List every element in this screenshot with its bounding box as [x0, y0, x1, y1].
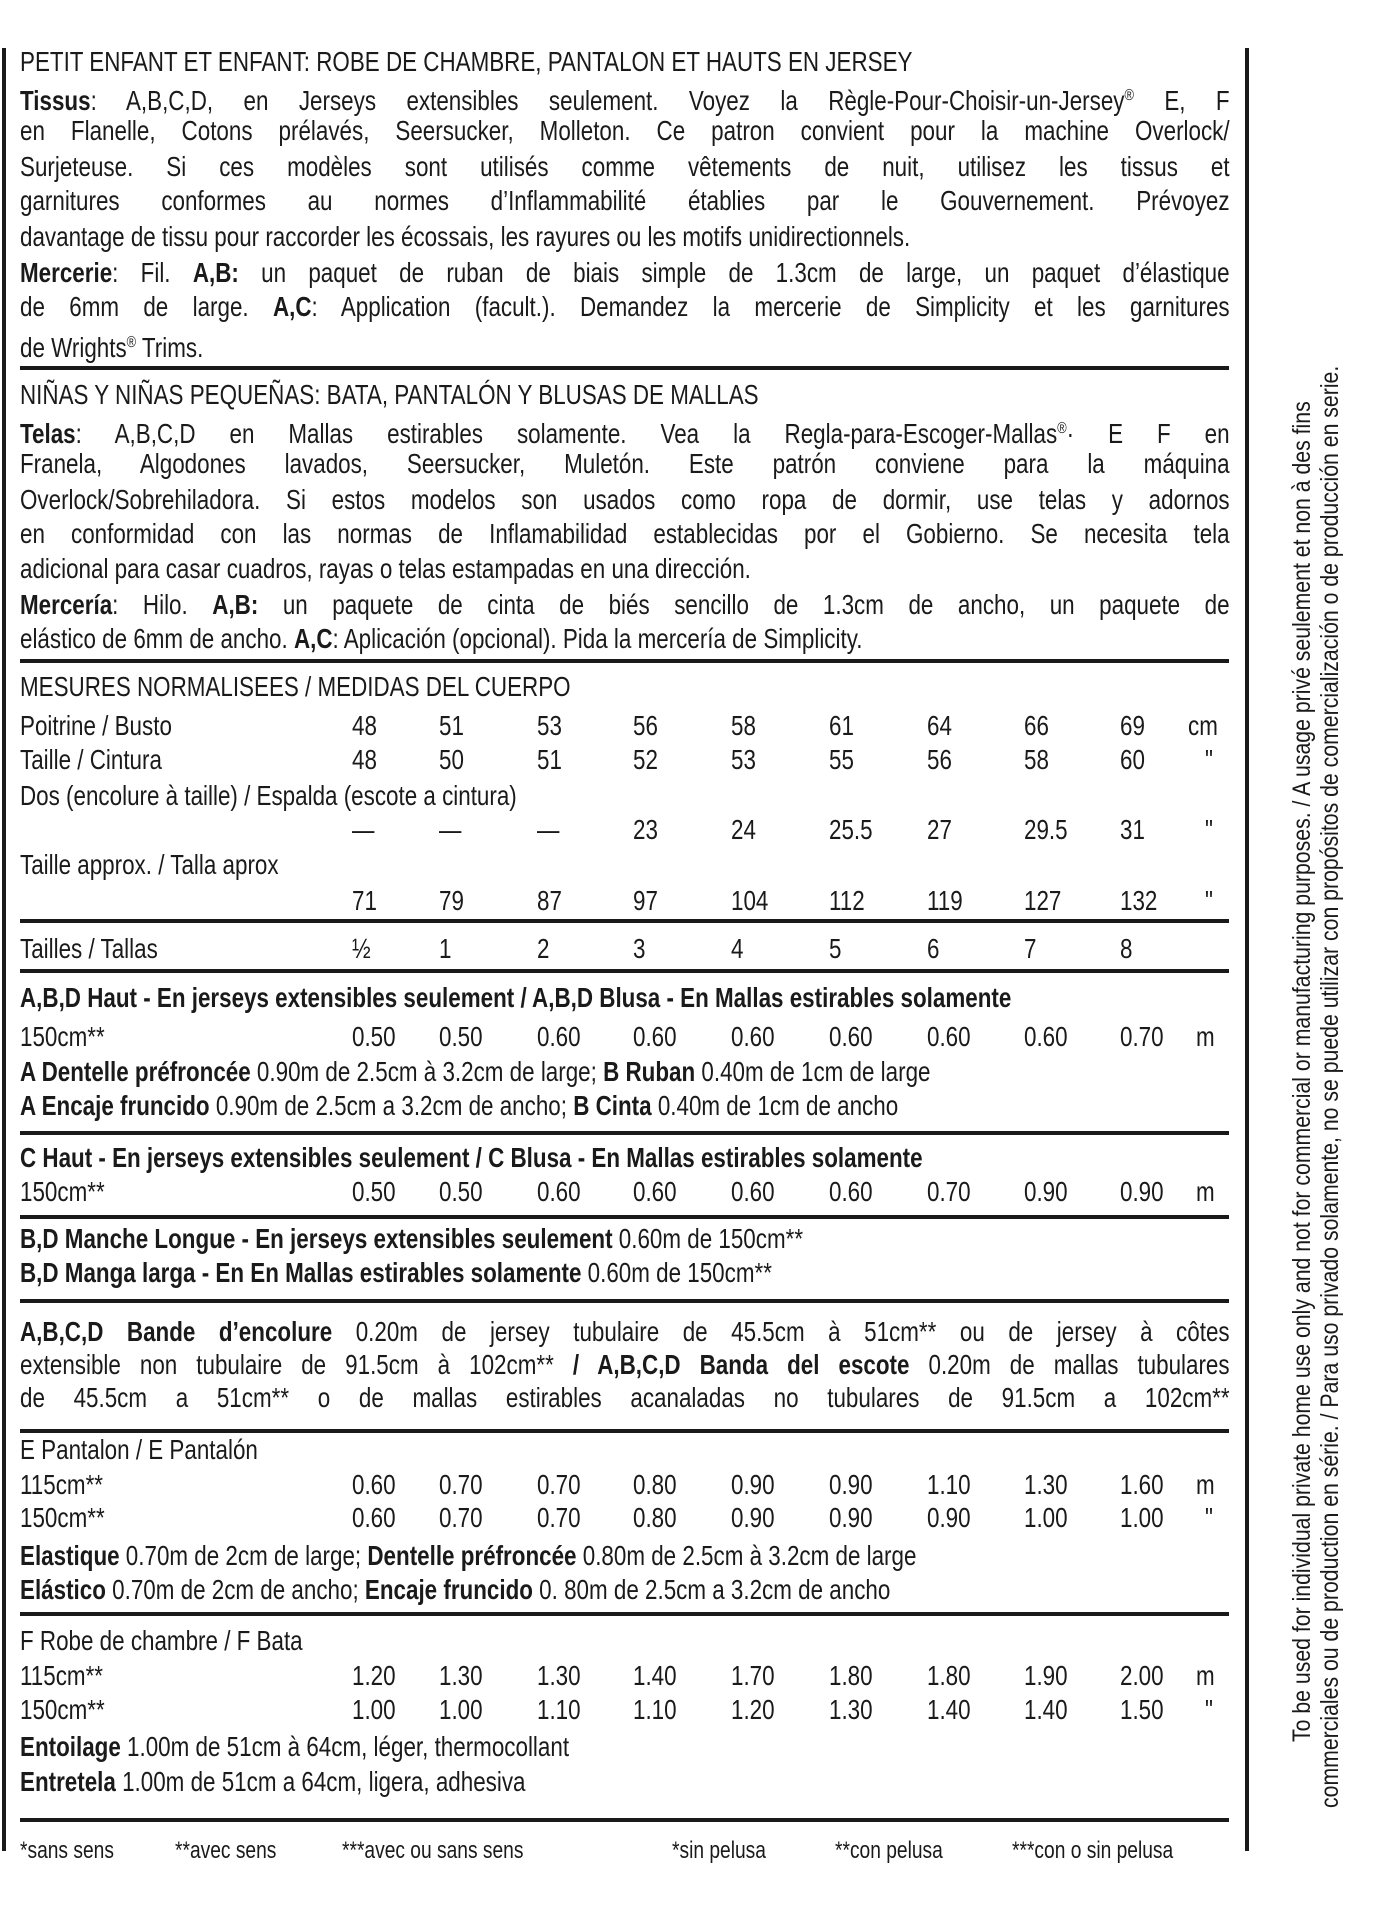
bold-label: A,C	[272, 291, 312, 322]
value-cell: 0.70	[927, 1176, 971, 1207]
value-cell: 0.60	[537, 1176, 581, 1207]
fabric-line	[20, 150, 1230, 184]
value-cell: 79	[439, 885, 464, 916]
value-cell: 1.10	[927, 1469, 971, 1500]
row-label: 150cm**	[20, 1502, 105, 1533]
fabric-line	[20, 412, 1230, 451]
unit-label: m	[1196, 1469, 1215, 1500]
bold-label: A Encaje fruncido	[20, 1090, 210, 1121]
fabric-line	[20, 517, 1230, 551]
view-title: C Haut - En jerseys extensibles seulement / C Blusa - En Mallas estirables solamente	[20, 1142, 923, 1173]
unit-label: cm	[1188, 710, 1218, 741]
section-title-fr: PETIT ENFANT ET ENFANT: ROBE DE CHAMBRE, PANTALON ET HAUTS EN JERSEY	[20, 46, 913, 77]
bold-label: Elastique	[20, 1540, 120, 1571]
view-title: F Robe de chambre / F Bata	[20, 1625, 303, 1656]
text-segment: E, F	[1133, 85, 1230, 116]
value-cell: 51	[439, 710, 464, 741]
note-line	[20, 1315, 1230, 1349]
bold-label: / A,B,C,D Banda del escote	[572, 1349, 910, 1380]
value-cell: 1.70	[731, 1660, 775, 1691]
fabric-line	[20, 79, 1230, 118]
value-cell: —	[439, 814, 462, 845]
value-cell: 25.5	[829, 814, 873, 845]
fabric-line	[20, 483, 1230, 517]
notions-line	[20, 290, 1230, 324]
value-cell: 56	[633, 710, 658, 741]
notions-line	[20, 588, 1230, 622]
registered-mark: ®	[126, 334, 137, 351]
value-cell: 1.00	[352, 1694, 396, 1725]
legend-fr-1: *sans sens	[20, 1837, 114, 1864]
unit-label: m	[1196, 1176, 1215, 1207]
value-cell: 1.30	[829, 1694, 873, 1725]
text-segment: 0.70m de 2cm de large;	[119, 1540, 368, 1571]
bold-label: Mercería	[20, 589, 113, 620]
value-cell: 1.40	[1024, 1694, 1068, 1725]
value-cell: 0.60	[633, 1176, 677, 1207]
text-segment: elástico de 6mm de ancho.	[20, 623, 294, 654]
text-segment: 0.40m de 1cm de ancho	[651, 1090, 899, 1121]
text-segment: 0.60m de 150cm**	[581, 1257, 772, 1288]
value-cell: 0.70	[537, 1502, 581, 1533]
bold-label: Mercerie	[20, 257, 113, 288]
text-segment: de 6mm de large.	[20, 291, 273, 322]
text-segment: un paquet de ruban de biais simple de 1.3cm de large, un paquet d’élastique	[238, 257, 1230, 288]
value-cell: 1.00	[1120, 1502, 1164, 1533]
value-cell: 60	[1120, 744, 1145, 775]
value-cell: 3	[633, 933, 646, 964]
view-title: A,B,D Haut - En jerseys extensibles seulement / A,B,D Blusa - En Mallas estirables solamente	[20, 982, 1012, 1013]
text-segment: 0.60m de 150cm**	[612, 1223, 804, 1254]
text-segment: : A,B,C,D en Mallas estirables solamente. Vea la Regla-para-Escoger-Mallas	[75, 418, 1058, 449]
text-segment: Surjeteuse. Si ces modèles sont utilisés comme vêtements de nuit, utilisez les tissus et	[20, 151, 1230, 182]
value-cell: 0.50	[352, 1176, 396, 1207]
text-segment: 0.20m de jersey tubulaire de 45.5cm à 51cm** ou de jersey à côtes	[332, 1316, 1230, 1347]
notions-line	[20, 326, 203, 365]
value-cell: 5	[829, 933, 842, 964]
bold-label: A,C	[293, 623, 333, 654]
value-cell: 2.00	[1120, 1660, 1164, 1691]
legend-es-3: ***con o sin pelusa	[1012, 1837, 1174, 1864]
value-cell: 0.60	[537, 1021, 581, 1052]
value-cell: 0.90	[1024, 1176, 1068, 1207]
value-cell: 1.20	[731, 1694, 775, 1725]
divider	[20, 969, 1229, 973]
divider	[20, 1299, 1229, 1303]
measurements-title: MESURES NORMALISEES / MEDIDAS DEL CUERPO	[20, 671, 571, 702]
value-cell: 61	[829, 710, 854, 741]
value-cell: 52	[633, 744, 658, 775]
value-cell: 0.60	[731, 1176, 775, 1207]
divider	[20, 1131, 1229, 1135]
value-cell: 48	[352, 710, 377, 741]
unit-label: m	[1196, 1660, 1215, 1691]
text-segment: : A,B,C,D, en Jerseys extensibles seulement. Voyez la Règle-Pour-Choisir-un-Jersey	[90, 85, 1125, 116]
text-segment: Overlock/Sobrehiladora. Si estos modelos son usados como ropa de dormir, use telas y adornos	[20, 484, 1230, 515]
text-segment: 1.00m de 51cm a 64cm, ligera, adhesiva	[115, 1766, 526, 1797]
text-segment: 0.70m de 2cm de ancho;	[105, 1574, 365, 1605]
value-cell: 0.80	[633, 1502, 677, 1533]
value-cell: 0.60	[829, 1021, 873, 1052]
divider	[20, 366, 1229, 370]
bold-label: Entoilage	[20, 1731, 121, 1762]
bold-label: Telas	[20, 418, 76, 449]
value-cell: 4	[731, 933, 744, 964]
bold-label: A Dentelle préfroncée	[20, 1056, 251, 1087]
note-line	[20, 1055, 931, 1089]
value-cell: 1.00	[1024, 1502, 1068, 1533]
row-label: Poitrine / Busto	[20, 710, 172, 741]
value-cell: 64	[927, 710, 952, 741]
text-segment: 0.80m de 2.5cm à 3.2cm de large	[576, 1540, 917, 1571]
row-label: 115cm**	[20, 1660, 104, 1691]
divider	[20, 1818, 1229, 1822]
value-cell: 23	[633, 814, 658, 845]
text-segment: 0.40m de 1cm de large	[695, 1056, 931, 1087]
value-cell: 0.70	[1120, 1021, 1164, 1052]
registered-mark: ®	[1124, 87, 1134, 104]
value-cell: 29.5	[1024, 814, 1068, 845]
value-cell: 87	[537, 885, 562, 916]
text-segment: un paquete de cinta de biés sencillo de 1.3cm de ancho, un paquete de	[258, 589, 1230, 620]
value-cell: 0.90	[927, 1502, 971, 1533]
value-cell: 104	[731, 885, 769, 916]
value-cell: 27	[927, 814, 952, 845]
text-segment: adicional para casar cuadros, rayas o telas estampadas en una dirección.	[20, 553, 751, 584]
value-cell: 56	[927, 744, 952, 775]
text-segment: garnitures conformes au normes d’Inflammabilité établies par le Gouvernement. Prévoyez	[20, 185, 1230, 216]
value-cell: 1.90	[1024, 1660, 1068, 1691]
unit-label: "	[1205, 1502, 1213, 1533]
value-cell: 6	[927, 933, 940, 964]
legend-fr-2: **avec sens	[175, 1837, 277, 1864]
bold-label: B,D Manche Longue - En jerseys extensibles seulement	[20, 1223, 613, 1254]
value-cell: 1.30	[537, 1660, 581, 1691]
bold-label: B Cinta	[573, 1090, 652, 1121]
note-line	[20, 1256, 772, 1290]
value-cell: 71	[352, 885, 377, 916]
text-segment: 0.90m de 2.5cm a 3.2cm de ancho;	[209, 1090, 574, 1121]
notice-line-2: commerciales ou de production en série. / Para uso privado solamente, no se puede utilizar con propósitos de comercialización o de producción en serie.	[1316, 365, 1344, 1808]
bold-label: Entretela	[20, 1766, 116, 1797]
note-line	[20, 1573, 890, 1607]
value-cell: 55	[829, 744, 854, 775]
note-line	[20, 1765, 526, 1799]
unit-label: "	[1205, 1694, 1213, 1725]
value-cell: 0.60	[927, 1021, 971, 1052]
value-cell: 31	[1120, 814, 1145, 845]
value-cell: 1.30	[1024, 1469, 1068, 1500]
value-cell: 48	[352, 744, 377, 775]
notions-line	[20, 256, 1230, 290]
row-label: Tailles / Tallas	[20, 933, 158, 964]
fabric-line	[20, 447, 1230, 481]
value-cell: 0.50	[352, 1021, 396, 1052]
divider	[20, 919, 1229, 923]
value-cell: 0.90	[731, 1502, 775, 1533]
text-segment: : Fil.	[112, 257, 193, 288]
value-cell: 0.90	[829, 1502, 873, 1533]
value-cell: 1.20	[352, 1660, 396, 1691]
section-title-es: NIÑAS Y NIÑAS PEQUEÑAS: BATA, PANTALÓN Y BLUSAS DE MALLAS	[20, 379, 759, 410]
value-cell: 1.80	[927, 1660, 971, 1691]
bold-label: B,D Manga larga - En En Mallas estirables solamente	[20, 1257, 582, 1288]
fabric-line	[20, 184, 1230, 218]
value-cell: 0.60	[633, 1021, 677, 1052]
bold-label: Tissus	[20, 85, 91, 116]
note-line	[20, 1539, 916, 1573]
text-segment: 0.20m de mallas tubulares	[909, 1349, 1230, 1380]
bold-label: Encaje fruncido	[364, 1574, 533, 1605]
value-cell: 0.80	[633, 1469, 677, 1500]
value-cell: 1.40	[927, 1694, 971, 1725]
note-line	[20, 1089, 898, 1123]
note-line	[20, 1222, 803, 1256]
registered-mark: ®	[1057, 420, 1067, 437]
row-label: Taille / Cintura	[20, 744, 162, 775]
bold-label: A,B,C,D Bande d’encolure	[20, 1316, 333, 1347]
row-label: Taille approx. / Talla aprox	[20, 849, 279, 880]
value-cell: 24	[731, 814, 756, 845]
copyright-notice	[1288, 88, 1344, 1808]
divider	[20, 659, 1229, 663]
value-cell: 1.10	[537, 1694, 581, 1725]
value-cell: 69	[1120, 710, 1145, 741]
value-cell: 127	[1024, 885, 1062, 916]
value-cell: 1	[439, 933, 452, 964]
value-cell: 1.30	[439, 1660, 483, 1691]
legend-fr-3: ***avec ou sans sens	[342, 1837, 524, 1864]
text-segment: en conformidad con las normas de Inflamabilidad establecidas por el Gobierno. Se necesita tela	[20, 518, 1230, 549]
text-segment: : Hilo.	[112, 589, 213, 620]
divider	[20, 1612, 1229, 1616]
value-cell: 7	[1024, 933, 1037, 964]
unit-label: "	[1205, 814, 1213, 845]
text-segment: davantage de tissu pour raccorder les écossais, les rayures ou les motifs unidirectionnels.	[20, 221, 911, 252]
note-line	[20, 1381, 1230, 1415]
value-cell: 0.70	[537, 1469, 581, 1500]
left-border	[2, 48, 6, 1851]
value-cell: 53	[537, 710, 562, 741]
value-cell: 0.90	[731, 1469, 775, 1500]
legend-es-1: *sin pelusa	[672, 1837, 766, 1864]
row-label: 150cm**	[20, 1694, 105, 1725]
value-cell: 0.60	[731, 1021, 775, 1052]
value-cell: 0.60	[352, 1469, 396, 1500]
right-border	[1245, 48, 1249, 1851]
value-cell: 0.50	[439, 1176, 483, 1207]
value-cell: 0.60	[829, 1176, 873, 1207]
text-segment: · E F en	[1066, 418, 1230, 449]
value-cell: 1.00	[439, 1694, 483, 1725]
value-cell: ½	[352, 933, 371, 964]
fabric-line	[20, 220, 910, 254]
text-segment: 0. 80m de 2.5cm a 3.2cm de ancho	[532, 1574, 891, 1605]
value-cell: —	[352, 814, 375, 845]
unit-label: "	[1205, 885, 1213, 916]
unit-label: "	[1205, 744, 1213, 775]
fabric-line	[20, 114, 1230, 148]
value-cell: 0.70	[439, 1502, 483, 1533]
bold-label: Elástico	[20, 1574, 106, 1605]
value-cell: 1.50	[1120, 1694, 1164, 1725]
bold-label: A,B:	[212, 589, 259, 620]
row-label: 150cm**	[20, 1176, 105, 1207]
row-label: 115cm**	[20, 1469, 104, 1500]
value-cell: 8	[1120, 933, 1133, 964]
note-line	[20, 1730, 569, 1764]
bold-label: Dentelle préfroncée	[367, 1540, 577, 1571]
value-cell: 51	[537, 744, 562, 775]
value-cell: 2	[537, 933, 550, 964]
divider	[20, 1215, 1229, 1219]
value-cell: 119	[927, 885, 963, 916]
value-cell: 112	[829, 885, 865, 916]
text-segment: de Wrights	[20, 332, 127, 363]
text-segment: 0.90m de 2.5cm à 3.2cm de large;	[250, 1056, 604, 1087]
text-segment: extensible non tubulaire de 91.5cm à 102cm**	[20, 1349, 573, 1380]
view-title: E Pantalon / E Pantalón	[20, 1434, 258, 1465]
value-cell: 0.60	[352, 1502, 396, 1533]
bold-label: A,B:	[192, 257, 239, 288]
value-cell: 1.40	[633, 1660, 677, 1691]
value-cell: 97	[633, 885, 658, 916]
notions-line	[20, 622, 862, 656]
text-segment: : Application (facult.). Demandez la mercerie de Simplicity et les garnitures	[311, 291, 1230, 322]
unit-label: m	[1196, 1021, 1215, 1052]
text-segment: Franela, Algodones lavados, Seersucker, Muletón. Este patrón conviene para la máquina	[20, 448, 1230, 479]
text-segment: 1.00m de 51cm à 64cm, léger, thermocollant	[120, 1731, 570, 1762]
text-segment: : Aplicación (opcional). Pida la mercería de Simplicity.	[332, 623, 863, 654]
value-cell: 1.10	[633, 1694, 677, 1725]
value-cell: 1.80	[829, 1660, 873, 1691]
notice-line-1: To be used for individual private home use only and not for commercial or manufacturing purposes. / A usage privé seulement et non à des fins	[1288, 401, 1316, 1742]
value-cell: 66	[1024, 710, 1049, 741]
text-segment: en Flanelle, Cotons prélavés, Seersucker, Molleton. Ce patron convient pour la machine Overlock/	[20, 115, 1230, 146]
row-label: 150cm**	[20, 1021, 105, 1052]
value-cell: 0.60	[1024, 1021, 1068, 1052]
value-cell: 58	[1024, 744, 1049, 775]
value-cell: 1.60	[1120, 1469, 1164, 1500]
note-line	[20, 1348, 1230, 1382]
row-label: Dos (encolure à taille) / Espalda (escote a cintura)	[20, 780, 517, 811]
value-cell: 0.50	[439, 1021, 483, 1052]
fabric-line	[20, 552, 751, 586]
value-cell: 0.90	[1120, 1176, 1164, 1207]
value-cell: 58	[731, 710, 756, 741]
text-segment: de 45.5cm a 51cm** o de mallas estirables acanaladas no tubulares de 91.5cm a 102cm**	[20, 1382, 1230, 1413]
value-cell: 132	[1120, 885, 1158, 916]
legend-es-2: **con pelusa	[835, 1837, 943, 1864]
value-cell: 0.70	[439, 1469, 483, 1500]
value-cell: 0.90	[829, 1469, 873, 1500]
value-cell: 50	[439, 744, 464, 775]
text-segment: Trims.	[136, 332, 204, 363]
value-cell: —	[537, 814, 560, 845]
value-cell: 53	[731, 744, 756, 775]
bold-label: B Ruban	[603, 1056, 696, 1087]
